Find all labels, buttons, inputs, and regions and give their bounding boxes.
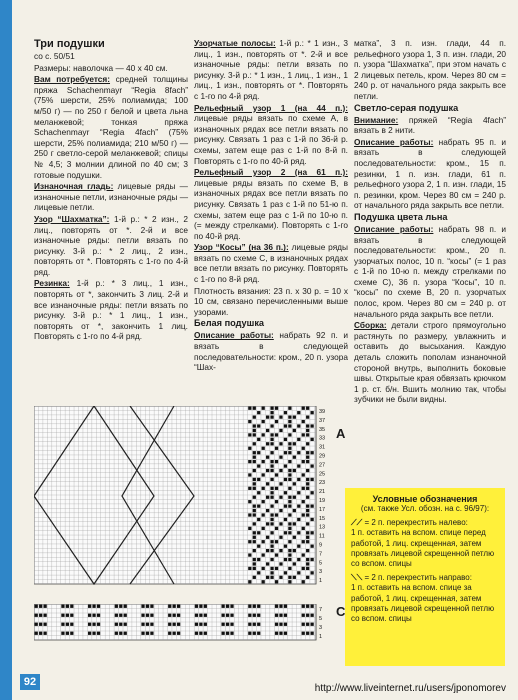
relief-2 [194, 167, 348, 241]
sizes-text: Размеры: наволочка — 40 х 40 см. [34, 62, 168, 73]
legend-item-left-text: 1 п. оставить на вспом. спице перед работой, 1 лиц. скрещенная, затем провязать лицевой скрещенной петлю со вспом. спицы [351, 528, 495, 569]
chart-a-label: A [336, 426, 346, 441]
white-work-heading: Описание работы: [194, 330, 274, 341]
row-number: 25 [319, 471, 326, 478]
row-number: 31 [319, 444, 326, 451]
attention [354, 115, 506, 136]
row-number: 39 [319, 409, 326, 415]
linen-work-heading: Описание работы: [354, 223, 434, 234]
chart-a-grid [34, 406, 334, 586]
legend-item-right-text: 1 п. оставить на вспом. спице за работой, 1 лиц. скрещенная, затем провязать лицевой скрещенной петлю со вспом. спицы [351, 583, 495, 624]
relief-1-heading: Рельефный узор 1 (на 44 п.): [194, 102, 348, 113]
white-work-continued: матка”, 3 п. изн. глади, 44 п. рельефного узора 1, 3 п. изн. глади, 20 п. узора “Шахматка”, при этом начать с 2 лицевых петель, кром. Через 80 см = 240 р. от начального ряда закрыть все петли. [354, 38, 506, 101]
column-3 [354, 38, 506, 406]
grey-work-heading: Описание работы: [354, 136, 434, 147]
stockinette-heading: Изнаночная гладь: [34, 181, 114, 192]
row-number: 5 [319, 560, 323, 567]
watermark-url: http://www.liveinternet.ru/users/jponomorev [314, 683, 506, 694]
rib-heading: Резинка: [34, 278, 70, 289]
row-number: 11 [319, 533, 325, 540]
chart-c-label: C [336, 604, 346, 619]
white-work [194, 330, 348, 372]
white-work-text: набрать 92 п. и вязать в следующей последовательности: кром., 20 п. узора “Шах- [194, 330, 348, 373]
attention-text: пряжей “Regia 4fach” вязать в 2 нити. [354, 114, 506, 136]
materials [34, 74, 188, 180]
legend-item-left [351, 518, 499, 528]
assembly-heading: Сборка: [354, 320, 387, 331]
chess-pattern [34, 214, 188, 278]
relief-2-text: лицевые ряды вязать по схеме В, в изнаночных рядах все петли вязать по рисунку. Связать 1 раз с 1-й по 51-ю п. схемы, затем еще раз с 1-й по 10-ю п. (= между стрелками). Повторять с 1-го по 40-й ряд. [194, 177, 348, 241]
white-pillow-heading: Белая подушка [194, 318, 265, 329]
stockinette [34, 181, 188, 213]
row-number: 1 [319, 634, 323, 640]
blue-margin-bar [0, 0, 12, 700]
chess-text: 1-й р.: * 2 изн., 2 лиц., повторять от *. 2-й и все изнаночные ряды: петли вязать по рисунку. 3-й р.: * 2 лиц., 2 изн., повторять от *. Повторять с 1-го по 4-й ряд. [34, 213, 188, 277]
linen-work [354, 224, 506, 319]
chart-c-grid [34, 604, 334, 644]
legend-item-right-title: = 2 п. перекрестить направо: [364, 572, 472, 582]
relief-2-heading: Рельефный узор 2 (на 61 п.): [194, 167, 348, 178]
row-number: 33 [319, 435, 326, 442]
stripe-text: 1-й р.: * 1 изн., 3 лиц., 1 изн., повторять от *. 2-й и все изнаночные ряды: петли вязать по рисунку. 3-й р.: * 1 изн., 1 лиц., 1 изн., 1 лиц., 1 изн., повторять от *. Повторять с 1-го по 4-й ряд. [194, 38, 348, 101]
legend-item-right [351, 573, 499, 583]
row-number: 3 [319, 625, 323, 631]
row-number: 21 [319, 489, 326, 496]
rib-text: 1-й р.: * 3 лиц., 1 изн., повторять от *, закончить 3 лиц. 2-й и все изнаночные ряды: петли вязать по рисунку. 3-й р.: * 1 лиц., 1 изн., повторять от *, закончить 1 лиц. Повторять с 1-го по 4-й ряд. [34, 278, 188, 342]
row-number: 7 [319, 607, 323, 613]
column-1 [34, 38, 188, 343]
materials-text: средней толщины пряжа Schachenmayr “Regia 8fach” (75% шерсти, 25% полиамида; 100 м/50 г) — по 250 г белой и цвета льна меланжевой; тонкая пряжа Schachenmayr “Regia 4fach” (75% шерсти, 25% полиамида; 210 м/50 г) — 250 г светло-серой меланжевой; спицы № 4,5; 3 молнии длиной по 40 см; 3 готовые подушки. [34, 74, 188, 180]
knitting-charts [34, 406, 344, 646]
row-number: 37 [319, 417, 326, 424]
row-number: 13 [319, 524, 326, 531]
row-number: 5 [319, 616, 323, 622]
assembly-text: детали строго прямоугольно растянуть по размеру, увлажнить и оставить до высыхания. Каждую деталь сложить пополам изнаночной стороной внутрь, выполнить боковые швы. Открытые края обвязать крючком 1 р. ст. б/н. Вшить молнию так, чтобы зубчики не были видны. [354, 320, 506, 405]
grey-work-text: набрать 95 п. и вязать в следующей последовательности: кром., 15 п. резинки, 1 п. изн. глади, 61 п. рельефного узора 2, 1 п. изн. глади, 15 п. резинки, кром. Через 80 см = 240 р. от начального ряда закрыть все петли. [354, 136, 506, 211]
row-number: 27 [319, 462, 326, 469]
cables-heading: Узор “Косы” (на 36 п.): [194, 242, 289, 253]
article-title: Три подушки [34, 38, 105, 50]
grey-work [354, 137, 506, 211]
materials-heading: Вам потребуется: [34, 74, 111, 85]
linen-pillow-heading: Подушка цвета льна [354, 211, 448, 222]
cables-text: лицевые ряды вязать по схеме С, в изнаночных рядах все петли вязать по рисунку. Повторять с 1-го по 8-й ряд. [194, 242, 348, 285]
column-2 [194, 38, 348, 374]
relief-1 [194, 103, 348, 167]
page-reference: со с. 50/51 [34, 51, 75, 61]
row-number: 19 [319, 498, 326, 504]
stripe-pattern [194, 38, 348, 102]
stockinette-text: лицевые ряды — изнаночные петли, изнаночные ряды — лицевые петли. [34, 181, 188, 213]
assembly [354, 320, 506, 405]
legend-item-left-title: = 2 п. перекрестить налево: [364, 517, 468, 527]
relief-1-text: лицевые ряды вязать по схеме А, в изнаночных рядах все петли вязать по рисунку. Связать 1 раз с 1-й по 36-й р. схемы, затем еще раз с 1-й по 8-й п. Повторять с 1-го по 40-й ряд. [194, 113, 348, 166]
row-number: 1 [319, 578, 323, 585]
row-number: 9 [319, 542, 323, 549]
page-number: 92 [20, 674, 40, 690]
rib-pattern [34, 278, 188, 342]
row-number: 17 [319, 506, 326, 513]
linen-work-text: набрать 98 п. и вязать в следующей последовательности: кром., 20 п. узорчатых полос, 10 п. “косы” (= 1 раз с 1-й по 10-ю п. между стрелками по схеме С), 36 п. узора “Косы”, 10 п. “косы” по схеме В, 20 п. узорчатых полос, кром. Через 80 см = 240 р. от начального ряда закрыть все петли. [354, 223, 506, 319]
row-number: 23 [319, 480, 326, 487]
chess-heading: Узор “Шахматка”: [34, 213, 110, 224]
row-number: 7 [319, 551, 323, 558]
cables [194, 242, 348, 284]
row-number: 29 [319, 453, 326, 460]
stripe-heading: Узорчатые полосы: [194, 38, 276, 48]
row-number: 35 [319, 426, 326, 433]
row-number: 3 [319, 569, 323, 576]
attention-heading: Внимание: [354, 114, 399, 125]
legend-box [345, 488, 505, 666]
density-text: Плотность вязания: 23 п. х 30 р. = 10 х 10 см, связано перечисленными выше узорами. [194, 285, 348, 317]
cross-right-icon: ⟍⟍ [351, 572, 363, 582]
legend-reference: (см. также Усл. обозн. на с. 96/97): [360, 504, 490, 514]
grey-pillow-heading: Светло-серая подушка [354, 102, 459, 113]
legend-title: Условные обозначения [372, 494, 478, 504]
cross-left-icon: ⟋⟋ [351, 517, 363, 527]
row-number: 15 [319, 515, 326, 522]
